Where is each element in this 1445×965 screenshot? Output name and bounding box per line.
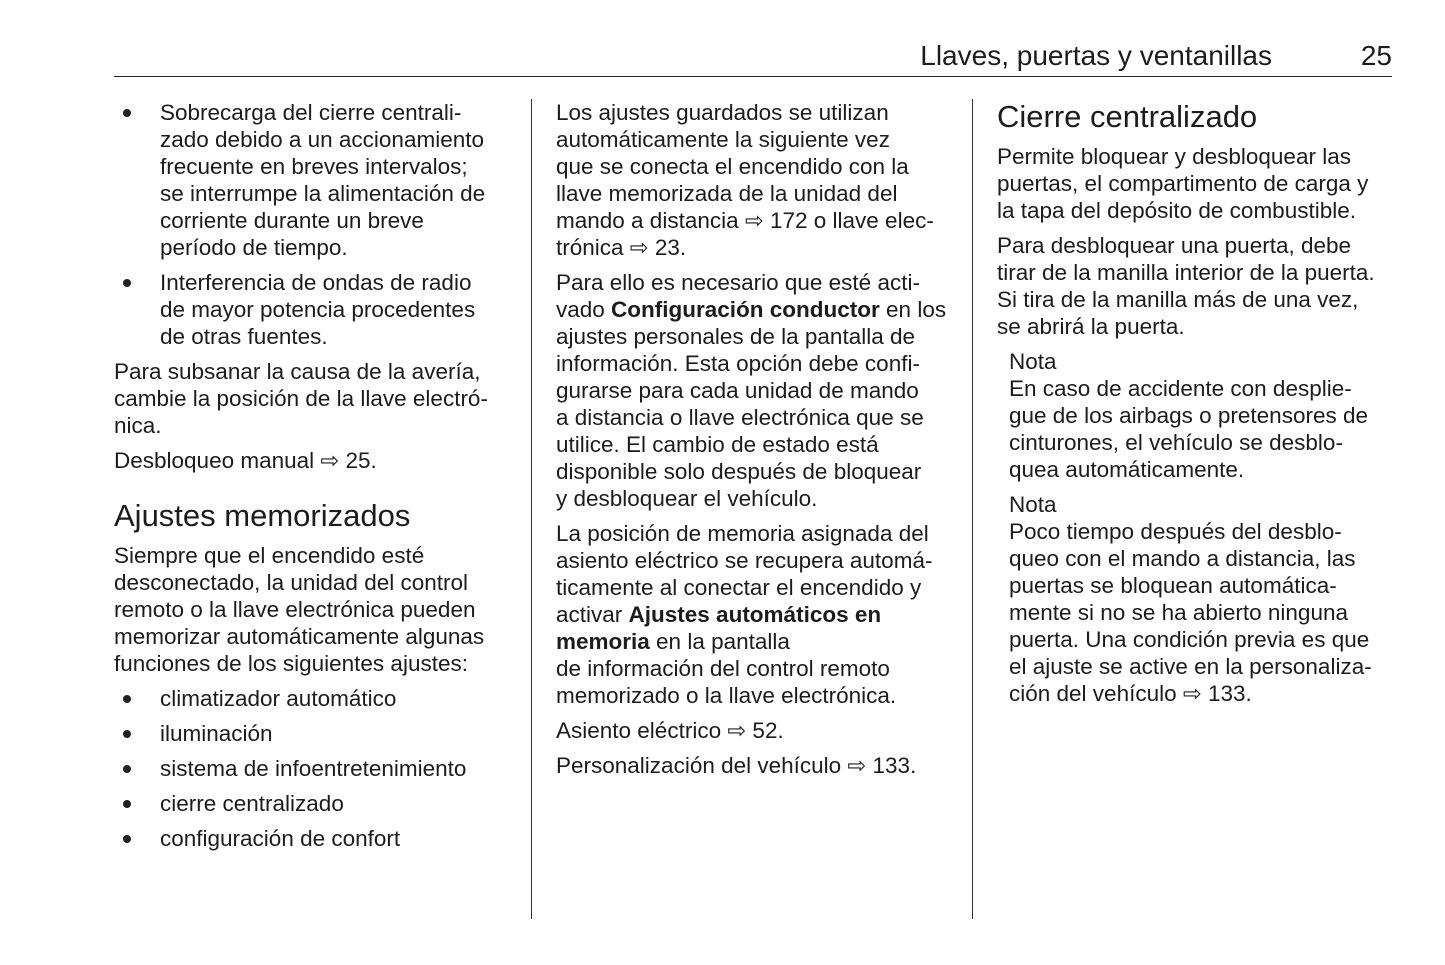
note-label: Nota — [1009, 492, 1057, 517]
text-line: iluminación — [160, 721, 273, 746]
text-line — [556, 601, 956, 628]
paragraph — [114, 542, 514, 677]
text-line: ticamente al conectar el encendido y — [556, 575, 922, 600]
text-line: ción del vehículo ⇨ 133. — [1009, 681, 1252, 706]
text-line: tirar de la manilla interior de la puerta. — [997, 260, 1375, 285]
text-line: información. Esta opción debe confi- — [556, 351, 920, 376]
text-line: desconectado, la unidad del control — [114, 570, 469, 595]
text-line: gue de los airbags o pretensores de — [1009, 403, 1368, 428]
text-line: utilice. El cambio de estado está — [556, 432, 879, 457]
paragraph — [114, 358, 514, 439]
text-line: configuración de confort — [160, 826, 401, 851]
paragraph — [114, 447, 514, 474]
paragraph — [997, 232, 1397, 340]
text-line: Para subsanar la causa de la avería, — [114, 359, 481, 384]
text-line: cinturones, el vehículo se desblo- — [1009, 430, 1343, 455]
text-line: el ajuste se active en la personaliza- — [1009, 654, 1372, 679]
bullet-item — [114, 755, 514, 782]
text-segment: en los — [879, 297, 947, 322]
paragraph — [556, 752, 956, 779]
text-line: Desbloqueo manual ⇨ 25. — [114, 448, 377, 473]
text-line: frecuente en breves intervalos; — [160, 154, 468, 179]
text-line: Asiento eléctrico ⇨ 52. — [556, 718, 784, 743]
text-line: a distancia o llave electrónica que se — [556, 405, 924, 430]
text-line: nica. — [114, 413, 162, 438]
text-line: se abrirá la puerta. — [997, 314, 1185, 339]
text-line: que se conecta el encendido con la — [556, 154, 909, 179]
text-line: de información del control remoto — [556, 656, 890, 681]
text-line: trónica ⇨ 23. — [556, 235, 687, 260]
bullet-icon — [123, 109, 131, 117]
text-line: memorizado o la llave electrónica. — [556, 683, 897, 708]
text-line: Si tira de la manilla más de una vez, — [997, 287, 1359, 312]
paragraph — [556, 99, 956, 261]
paragraph — [556, 717, 956, 744]
menu-setting-name: Ajustes automáticos en — [628, 602, 882, 627]
text-line: queo con el mando a distancia, las — [1009, 546, 1356, 571]
text-line: mando a distancia ⇨ 172 o llave elec- — [556, 208, 934, 233]
bullet-item — [114, 269, 514, 350]
paragraph — [556, 520, 956, 709]
text-line — [556, 628, 956, 655]
bullet-icon — [123, 765, 131, 773]
text-line: cierre centralizado — [160, 791, 344, 816]
section-title: Llaves, puertas y ventanillas — [920, 40, 1272, 71]
text-line — [556, 296, 956, 323]
note-box — [997, 491, 1397, 707]
text-line: funciones de los siguientes ajustes: — [114, 651, 468, 676]
bullet-item — [114, 825, 514, 852]
column-left — [114, 99, 514, 852]
bullet-item — [114, 790, 514, 817]
text-line: Para ello es necesario que esté acti- — [556, 270, 920, 295]
page-header — [114, 40, 1392, 77]
text-line: Interferencia de ondas de radio — [160, 270, 472, 295]
text-line: disponible solo después de bloquear — [556, 459, 922, 484]
text-line: puertas, el compartimento de carga y — [997, 171, 1369, 196]
bullet-icon — [123, 730, 131, 738]
column-middle — [556, 99, 956, 779]
text-line: se interrumpe la alimentación de — [160, 181, 486, 206]
column-divider — [972, 99, 973, 919]
text-line: llave memorizada de la unidad del — [556, 181, 898, 206]
text-line: Los ajustes guardados se utilizan — [556, 100, 889, 125]
section-heading: Cierre centralizado — [997, 99, 1258, 134]
menu-setting-name: memoria — [556, 629, 650, 654]
text-line: memorizar automáticamente algunas — [114, 624, 485, 649]
section-heading: Ajustes memorizados — [114, 498, 411, 533]
text-line: puertas se bloquean automática- — [1009, 573, 1337, 598]
text-segment: en la pantalla — [649, 629, 790, 654]
text-segment: vado — [556, 297, 612, 322]
note-label: Nota — [1009, 349, 1057, 374]
text-line: de otras fuentes. — [160, 324, 328, 349]
text-line: Personalización del vehículo ⇨ 133. — [556, 753, 917, 778]
text-line: período de tiempo. — [160, 235, 348, 260]
text-line: gurarse para cada unidad de mando — [556, 378, 919, 403]
text-line: puerta. Una condición previa es que — [1009, 627, 1370, 652]
text-line: cambie la posición de la llave electró- — [114, 386, 488, 411]
column-divider — [531, 99, 532, 919]
text-line: sistema de infoentretenimiento — [160, 756, 467, 781]
text-line: Para desbloquear una puerta, debe — [997, 233, 1352, 258]
text-line: remoto o la llave electrónica pueden — [114, 597, 476, 622]
text-line: corriente durante un breve — [160, 208, 424, 233]
paragraph — [556, 269, 956, 512]
text-line: Poco tiempo después del desblo- — [1009, 519, 1342, 544]
column-right — [997, 99, 1397, 707]
bullet-item — [114, 99, 514, 261]
text-line: automáticamente la siguiente vez — [556, 127, 890, 152]
text-line: climatizador automático — [160, 686, 397, 711]
text-line: quea automáticamente. — [1009, 457, 1245, 482]
note-box — [997, 348, 1397, 483]
text-line: La posición de memoria asignada del — [556, 521, 929, 546]
bullet-icon — [123, 835, 131, 843]
text-line: de mayor potencia procedentes — [160, 297, 476, 322]
text-segment: activar — [556, 602, 629, 627]
text-line: En caso de accidente con desplie- — [1009, 376, 1352, 401]
text-line: la tapa del depósito de combustible. — [997, 198, 1356, 223]
menu-setting-name: Configuración conductor — [611, 297, 880, 322]
text-line: y desbloquear el vehículo. — [556, 486, 818, 511]
page-number: 25 — [1360, 40, 1392, 71]
bullet-icon — [123, 279, 131, 287]
bullet-item — [114, 720, 514, 747]
paragraph — [997, 143, 1397, 224]
text-line: mente si no se ha abierto ninguna — [1009, 600, 1348, 625]
text-line: Siempre que el encendido esté — [114, 543, 425, 568]
text-line: Permite bloquear y desbloquear las — [997, 144, 1351, 169]
text-line: zado debido a un accionamiento — [160, 127, 484, 152]
text-line: Sobrecarga del cierre centrali- — [160, 100, 462, 125]
bullet-icon — [123, 800, 131, 808]
bullet-icon — [123, 695, 131, 703]
bullet-item — [114, 685, 514, 712]
text-line: asiento eléctrico se recupera automá- — [556, 548, 933, 573]
text-line: ajustes personales de la pantalla de — [556, 324, 916, 349]
